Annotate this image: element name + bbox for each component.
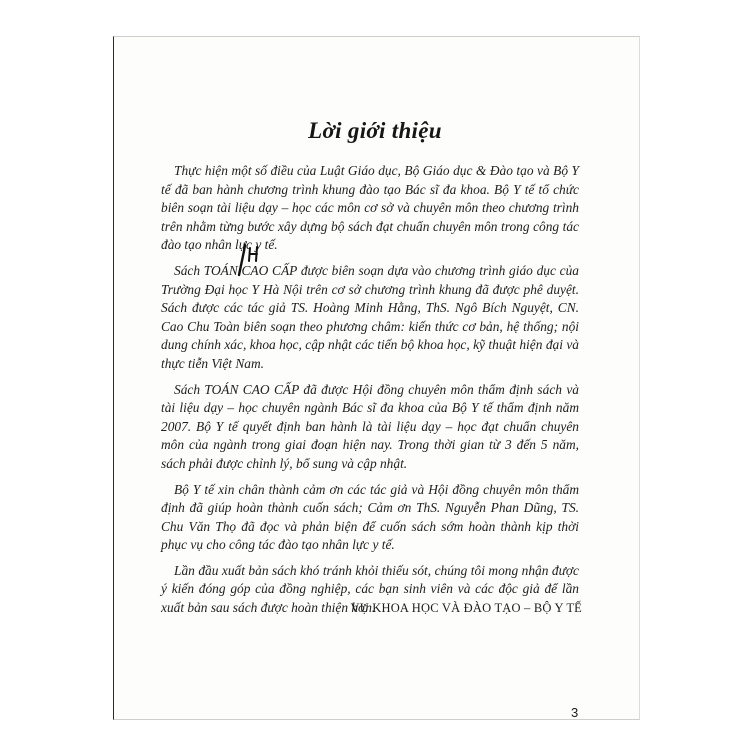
signature-line: VỤ KHOA HỌC VÀ ĐÀO TẠO – BỘ Y TẾ xyxy=(350,601,582,615)
preface-paragraph-4: Bộ Y tế xin chân thành cảm ơn các tác giả và Hội đồng chuyên môn thẩm định đã giúp hoàn thành cuốn sách; Cảm ơn ThS. Nguyễn Phan Dũng, TS. Chu Văn Thọ đã đọc và phản biện để cuốn sách sớm hoàn thành kịp thời phục vụ cho công tác đào tạo nhân lực y tế. xyxy=(161,481,579,553)
preface-paragraph-1: Thực hiện một số điều của Luật Giáo dục, Bộ Giáo dục & Đào tạo và Bộ Y tế đã ban hành chương trình khung đào tạo Bác sĩ đa khoa. Bộ Y tế tổ chức biên soạn tài liệu dạy – học các môn cơ sở và chuyên môn theo chương trình trên nhằm từng bước xây dựng bộ sách đạt chuẩn chuyên môn trong công tác đào tạo nhân lực y tế. xyxy=(161,163,579,253)
preface-paragraph-2: Sách TOÁN CAO CẤP được biên soạn dựa vào chương trình giáo dục của Trường Đại học Y Hà Nội trên cơ sở chương trình khung đã được phê duyệt. Sách được các tác giả TS. Hoàng Minh Hằng, ThS. Ngô Bích Nguyệt, CN. Cao Chu Toàn biên soạn theo phương châm: kiến thức cơ bản, hệ thống; nội dung chính xác, khoa học, cập nhật các tiến bộ khoa học, kỹ thuật hiện đại và thực tiễn Việt Nam. xyxy=(161,262,579,371)
preface-paragraph-3: Sách TOÁN CAO CẤP đã được Hội đồng chuyên môn thẩm định sách và tài liệu dạy – học chuyên ngành Bác sĩ đa khoa của Bộ Y tế thẩm định năm 2007. Bộ Y tế quyết định ban hành là tài liệu dạy – học đạt chuẩn chuyên môn của ngành trong giai đoạn hiện nay. Trong thời gian từ 3 đến 5 năm, sách phải được chỉnh lý, bổ sung và cập nhật. xyxy=(161,381,579,471)
page-number: 3 xyxy=(571,705,579,720)
handwritten-mark xyxy=(233,243,269,277)
preface-body xyxy=(161,162,579,625)
preface-paragraph-5: Lần đầu xuất bản sách khó tránh khỏi thiếu sót, chúng tôi mong nhận được ý kiến đóng góp của đồng nghiệp, các bạn sinh viên và các độc giả để lần xuất bản sau sách được hoàn thiện hơn. xyxy=(161,562,579,616)
page-title: Lời giới thiệu xyxy=(308,118,442,143)
